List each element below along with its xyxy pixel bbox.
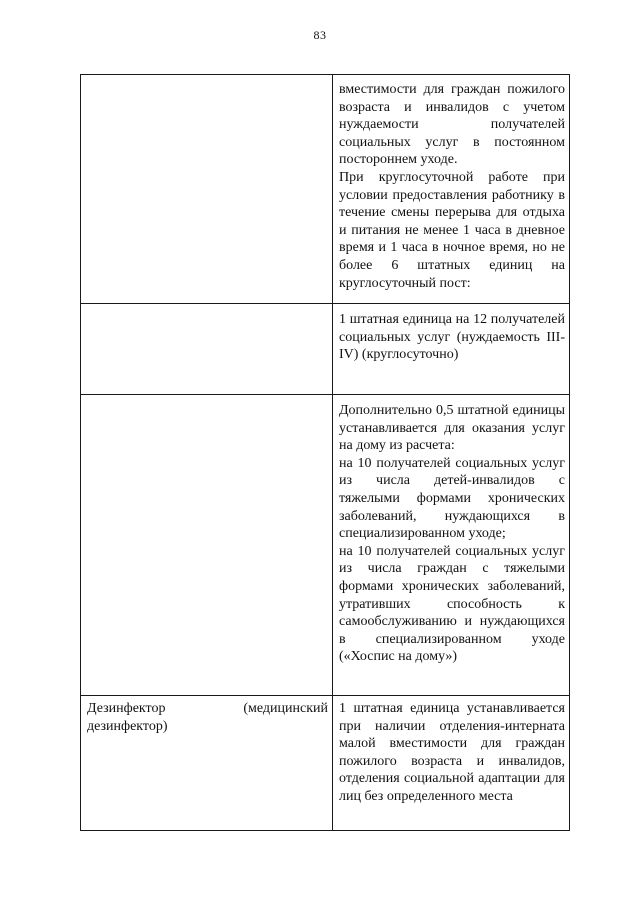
norm-paragraph: При круглосуточной работе при условии предоставления работнику в течение смены перерыва для отдыха и питания не менее 1 часа в дневное время и 1 часа в ночное время, но не более 6 штатных единиц на круглосуточный пост: (339, 169, 565, 291)
norm-paragraph: на 10 получателей социальных услуг из числа граждан с тяжелыми формами хронических заболеваний, утративших способность к самообслуживанию и нуждающихся в специализированном уходе («Хоспис на дому») (339, 543, 565, 665)
norm-cell (333, 75, 570, 304)
norm-paragraph: 1 штатная единица устанавливается при наличии отделения-интерната малой вместимости для граждан пожилого возраста и инвалидов, отделения социальной адаптации для лиц без определенного места (339, 701, 565, 804)
position-cell (81, 75, 333, 304)
norm-cell (333, 304, 570, 395)
table-row (81, 75, 570, 304)
norm-paragraph: 1 штатная единица на 12 получателей социальных услуг (нуждаемость III-IV) (круглосуточно) (339, 312, 565, 363)
position-name: Дезинфектор (медицинский дезинфектор) (87, 701, 328, 734)
staffing-table (80, 74, 570, 831)
page-number: 83 (313, 28, 327, 42)
norm-paragraph: Дополнительно 0,5 штатной единицы устанавливается для оказания услуг на дому из расчета: (339, 403, 565, 454)
norm-paragraph: вместимости для граждан пожилого возраста и инвалидов с учетом нуждаемости получателей социальных услуг в постоянном постороннем уходе. (339, 82, 565, 168)
position-cell (81, 395, 333, 696)
table-row (81, 304, 570, 395)
position-cell (81, 696, 333, 831)
position-cell (81, 304, 333, 395)
norm-cell (333, 395, 570, 696)
table-row (81, 395, 570, 696)
norm-paragraph: на 10 получателей социальных услуг из числа детей-инвалидов с тяжелыми формами хронических заболеваний, нуждающихся в специализированном уходе; (339, 455, 565, 542)
table-row (81, 696, 570, 831)
norm-cell (333, 696, 570, 831)
